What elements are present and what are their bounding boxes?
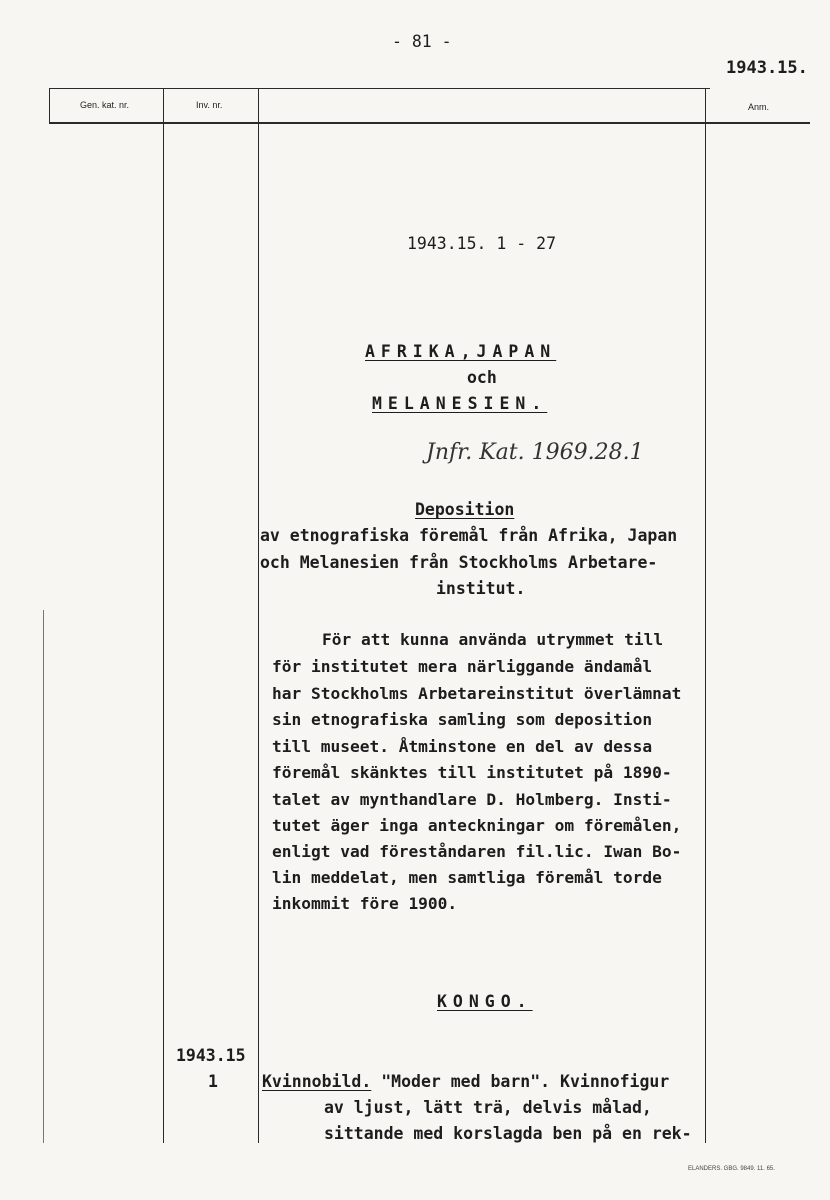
entry-label: Kvinnobild. xyxy=(262,1072,372,1091)
margin-rule-left xyxy=(43,610,44,1143)
column-header-gen-kat: Gen. kat. nr. xyxy=(80,100,130,110)
paragraph-line: för institutet mera närliggande ändamål xyxy=(272,657,653,676)
paragraph-line: talet av mynthandlare D. Holmberg. Insti- xyxy=(272,790,672,809)
title-line-3: MELANESIEN. xyxy=(372,394,548,413)
column-rule-left xyxy=(49,88,50,124)
printer-mark: ELANDERS. GBG. 9849. 11. 65. xyxy=(688,1166,775,1172)
paragraph-line: till museet. Åtminstone en del av dessa xyxy=(272,737,653,756)
paragraph-line: har Stockholms Arbetareinstitut överlämnat xyxy=(272,684,682,703)
entry-line-3: sittande med korslagda ben på en rek- xyxy=(324,1124,692,1143)
paragraph-line: sin etnografiska samling som deposition xyxy=(272,710,653,729)
deposition-line-1: av etnografiska föremål från Afrika, Japan xyxy=(260,526,678,545)
column-header-anm: Anm. xyxy=(748,102,770,112)
deposition-line-3: institut. xyxy=(436,579,526,598)
column-rule-inv-text xyxy=(258,88,259,1143)
accession-number: 1943.15. xyxy=(726,58,808,78)
paragraph-line: föremål skänktes till institutet på 1890- xyxy=(272,763,672,782)
column-rule-text-anm xyxy=(705,88,706,1143)
entry-line-1 xyxy=(262,1072,669,1091)
entry-line-1-rest: "Moder med barn". Kvinnofigur xyxy=(371,1072,670,1091)
page-number: - 81 - xyxy=(392,32,452,51)
paragraph-line: tutet äger inga anteckningar om föremålen, xyxy=(272,816,682,835)
range-heading: 1943.15. 1 - 27 xyxy=(407,234,557,253)
entry-line-2: av ljust, lätt trä, delvis målad, xyxy=(324,1098,652,1117)
entry-inv-item: 1 xyxy=(208,1072,218,1091)
deposition-heading: Deposition xyxy=(415,500,515,519)
paragraph-line: enligt vad föreståndaren fil.lic. Iwan Bo- xyxy=(272,842,682,861)
paragraph-line: inkommit före 1900. xyxy=(272,894,458,913)
section-heading: KONGO. xyxy=(437,992,533,1011)
title-line-1: AFRIKA,JAPAN xyxy=(365,342,557,361)
paragraph-line: lin meddelat, men samtliga föremål torde xyxy=(272,868,662,887)
header-bottom-rule xyxy=(50,122,810,124)
handwritten-note: Jnfr. Kat. 1969.28.1 xyxy=(426,440,644,465)
paragraph-line: För att kunna använda utrymmet till xyxy=(322,630,664,649)
deposition-line-2: och Melanesien från Stockholms Arbetare- xyxy=(260,553,658,572)
column-rule-gen-inv xyxy=(163,88,164,1143)
title-line-2: och xyxy=(467,368,497,387)
entry-inv-year: 1943.15 xyxy=(176,1046,246,1065)
header-top-rule xyxy=(50,88,710,89)
column-header-inv: Inv. nr. xyxy=(196,100,223,110)
